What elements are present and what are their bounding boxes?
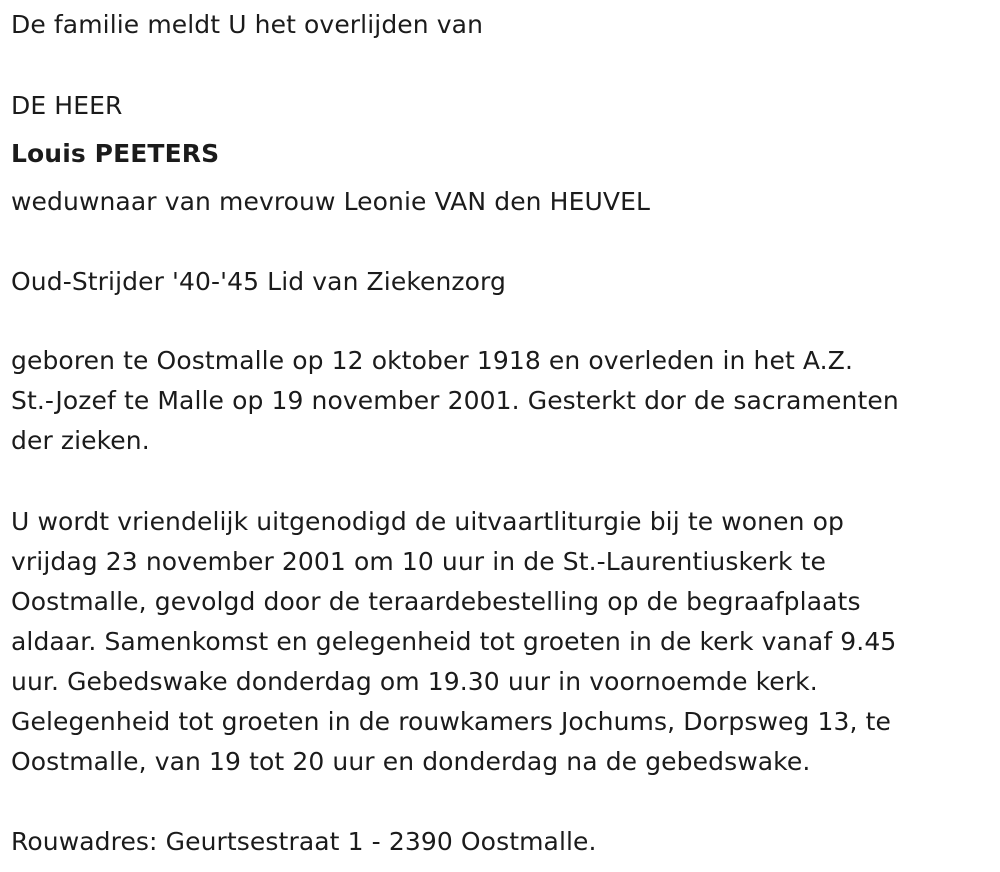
- intro-line: De familie meldt U het overlijden van: [11, 10, 484, 39]
- funeral-line-2: vrijdag 23 november 2001 om 10 uur in de St.-Laurentiuskerk te: [11, 547, 827, 576]
- birth-death-line-3: der zieken.: [11, 426, 150, 455]
- memberships-line: Oud-Strijder '40-'45 Lid van Ziekenzorg: [11, 267, 506, 296]
- funeral-line-3: Oostmalle, gevolgd door de teraardebestelling op de begraafplaats: [11, 587, 861, 616]
- mourning-address: Rouwadres: Geurtsestraat 1 - 2390 Oostmalle.: [11, 827, 597, 856]
- widower-line: weduwnaar van mevrouw Leonie VAN den HEUVEL: [11, 187, 650, 216]
- funeral-line-5: uur. Gebedswake donderdag om 19.30 uur in voornoemde kerk.: [11, 667, 818, 696]
- birth-death-line-2: St.-Jozef te Malle op 19 november 2001. Gesterkt dor de sacramenten: [11, 386, 899, 415]
- funeral-line-7: Oostmalle, van 19 tot 20 uur en donderdag na de gebedswake.: [11, 747, 811, 776]
- deceased-name: Louis PEETERS: [11, 139, 220, 168]
- salutation: DE HEER: [11, 91, 123, 120]
- funeral-line-4: aldaar. Samenkomst en gelegenheid tot groeten in de kerk vanaf 9.45: [11, 627, 897, 656]
- birth-death-line-1: geboren te Oostmalle op 12 oktober 1918 en overleden in het A.Z.: [11, 346, 854, 375]
- funeral-line-1: U wordt vriendelijk uitgenodigd de uitvaartliturgie bij te wonen op: [11, 507, 844, 536]
- funeral-line-6: Gelegenheid tot groeten in de rouwkamers Jochums, Dorpsweg 13, te: [11, 707, 891, 736]
